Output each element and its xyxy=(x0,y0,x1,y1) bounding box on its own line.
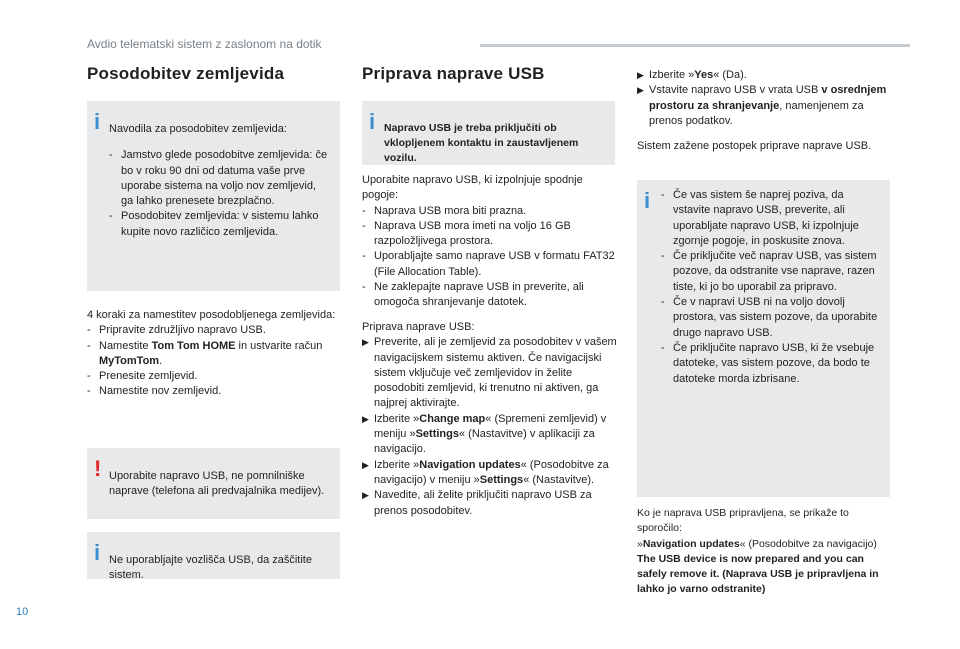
column-3 xyxy=(637,68,887,154)
arrow-icon: ▶ xyxy=(362,490,369,501)
list-item: - Uporabljajte samo naprave USB v formatu FAT32 (File Allocation Table). xyxy=(362,250,615,278)
info-box-map-update xyxy=(87,101,340,291)
arrow-icon: ▶ xyxy=(362,337,369,348)
prep-steps-block xyxy=(362,320,618,519)
arrow-icon: ▶ xyxy=(362,459,369,470)
list-item: - Namestite nov zemljevid. xyxy=(87,385,222,398)
list-item: - Če priključite več naprav USB, vas sistem pozove, da odstranite vse naprave, razen tiste, ki jo bo uporabil za pripravo. xyxy=(661,250,877,293)
info-icon: i xyxy=(369,109,376,134)
warning-icon: ! xyxy=(94,456,102,481)
info-text: Ne uporabljajte vozlišča USB, da zaščitite sistem. xyxy=(109,554,312,582)
ready-intro: Ko je naprava USB pripravljena, se prikaže to sporočilo: xyxy=(637,507,849,535)
info-text: Napravo USB je treba priključiti ob vklopljenem kontaktu in zaustavljenem vozilu. xyxy=(384,121,579,164)
info-icon: i xyxy=(94,109,101,134)
info-box-hub xyxy=(87,532,340,582)
requirements-intro: Uporabite napravo USB, ki izpolnjuje spodnje pogoje: xyxy=(362,174,583,202)
section-title-map-update: Posodobitev zemljevida xyxy=(87,64,285,83)
list-item: - Če priključite napravo USB, ki že vsebuje datoteke, vas sistem pozove, da bodo te datoteke morda izbrisane. xyxy=(661,341,875,385)
info-box-usb-connect xyxy=(362,101,615,165)
list-item: ▶ Izberite »Navigation updates« (Posodobitve za navigacijo) v meniju »Settings« (Nastavitve). xyxy=(362,458,609,486)
list-item: - Jamstvo glede posodobitve zemljevida: če bo v roku 90 dni od datuma vaše prve uporabe sistema na voljo nov zemljevid, ga lahko prenesete brezplačno. xyxy=(109,149,328,208)
info-box-troubleshoot xyxy=(637,180,890,497)
arrow-icon: ▶ xyxy=(637,85,644,96)
steps-block xyxy=(87,308,337,400)
ready-path: »Navigation updates« (Posodobitve za navigacijo) xyxy=(637,537,877,550)
list-item: ▶ Izberite »Change map« (Spremeni zemljevid) v meniju »Settings« (Nastavitve) v aplikaciji za navigacijo. xyxy=(362,412,607,456)
section-title-usb-prep: Priprava naprave USB xyxy=(362,64,545,83)
warning-text: Uporabite napravo USB, ne pomnilniške naprave (telefona ali predvajalnika medijev). xyxy=(109,470,325,498)
page-number: 10 xyxy=(16,606,29,618)
list-item: - Prenesite zemljevid. xyxy=(87,370,198,383)
list-item: ▶ Vstavite napravo USB v vrata USB v osrednjem prostoru za shranjevanje, namenjenem za prenos podatkov. xyxy=(637,84,887,127)
info-intro: Navodila za posodobitev zemljevida: xyxy=(109,123,287,135)
info-icon: i xyxy=(94,540,101,565)
arrow-icon: ▶ xyxy=(637,70,644,80)
list-item: ▶ Izberite »Yes« (Da). xyxy=(637,68,887,83)
list-item: - Naprava USB mora imeti na voljo 16 GB razpoložljivega prostora. xyxy=(362,219,571,248)
header-rule xyxy=(480,44,910,47)
start-text: Sistem zažene postopek priprave naprave USB. xyxy=(637,140,872,153)
prep-intro: Priprava naprave USB: xyxy=(362,321,475,333)
list-item: ▶ Preverite, ali je zemljevid za posodobitev v vašem navigacijskem sistemu aktiven. Če navigacijski sistem vključuje več zemljevidov in želite posodobiti zemljevid, ki trenutno ni aktiven, ga najprej aktivirajte. xyxy=(362,336,617,410)
running-header: Avdio telematski sistem z zaslonom na dotik xyxy=(87,37,322,51)
list-item: - Če vas sistem še naprej poziva, da vstavite napravo USB, preverite, ali uporabljate napravo USB, ki izpolnjuje zgornje pogoje, in poskusite znova. xyxy=(661,189,859,247)
ready-message: The USB device is now prepared and you can safely remove it. (Naprava USB je pripravljena in lahko jo varno odstranite) xyxy=(637,552,879,595)
column-1 xyxy=(87,66,342,81)
steps-intro: 4 koraki za namestitev posodobljenega zemljevida: xyxy=(87,309,336,321)
ready-message-block xyxy=(637,506,892,597)
requirements-block xyxy=(362,173,618,311)
list-item: - Pripravite združljivo napravo USB. xyxy=(87,324,266,337)
info-icon: i xyxy=(644,188,651,213)
list-item: ▶ Navedite, ali želite priključiti napravo USB za prenos posodobitev. xyxy=(362,489,592,517)
list-item: - Namestite Tom Tom HOME in ustvarite račun MyTomTom. xyxy=(87,339,323,367)
list-item: - Naprava USB mora biti prazna. xyxy=(362,204,527,217)
list-item: - Posodobitev zemljevida: v sistemu lahko kupite novo različico zemljevida. xyxy=(109,210,319,238)
warning-box-usb xyxy=(87,448,340,519)
column-2 xyxy=(362,66,617,81)
list-item: - Ne zaklepajte naprave USB in preverite, ali omogoča shranjevanje datotek. xyxy=(362,281,584,309)
list-item: - Če v napravi USB ni na voljo dovolj prostora, vas sistem pozove, da uporabite drugo napravo USB. xyxy=(661,296,878,339)
arrow-icon: ▶ xyxy=(362,413,369,424)
